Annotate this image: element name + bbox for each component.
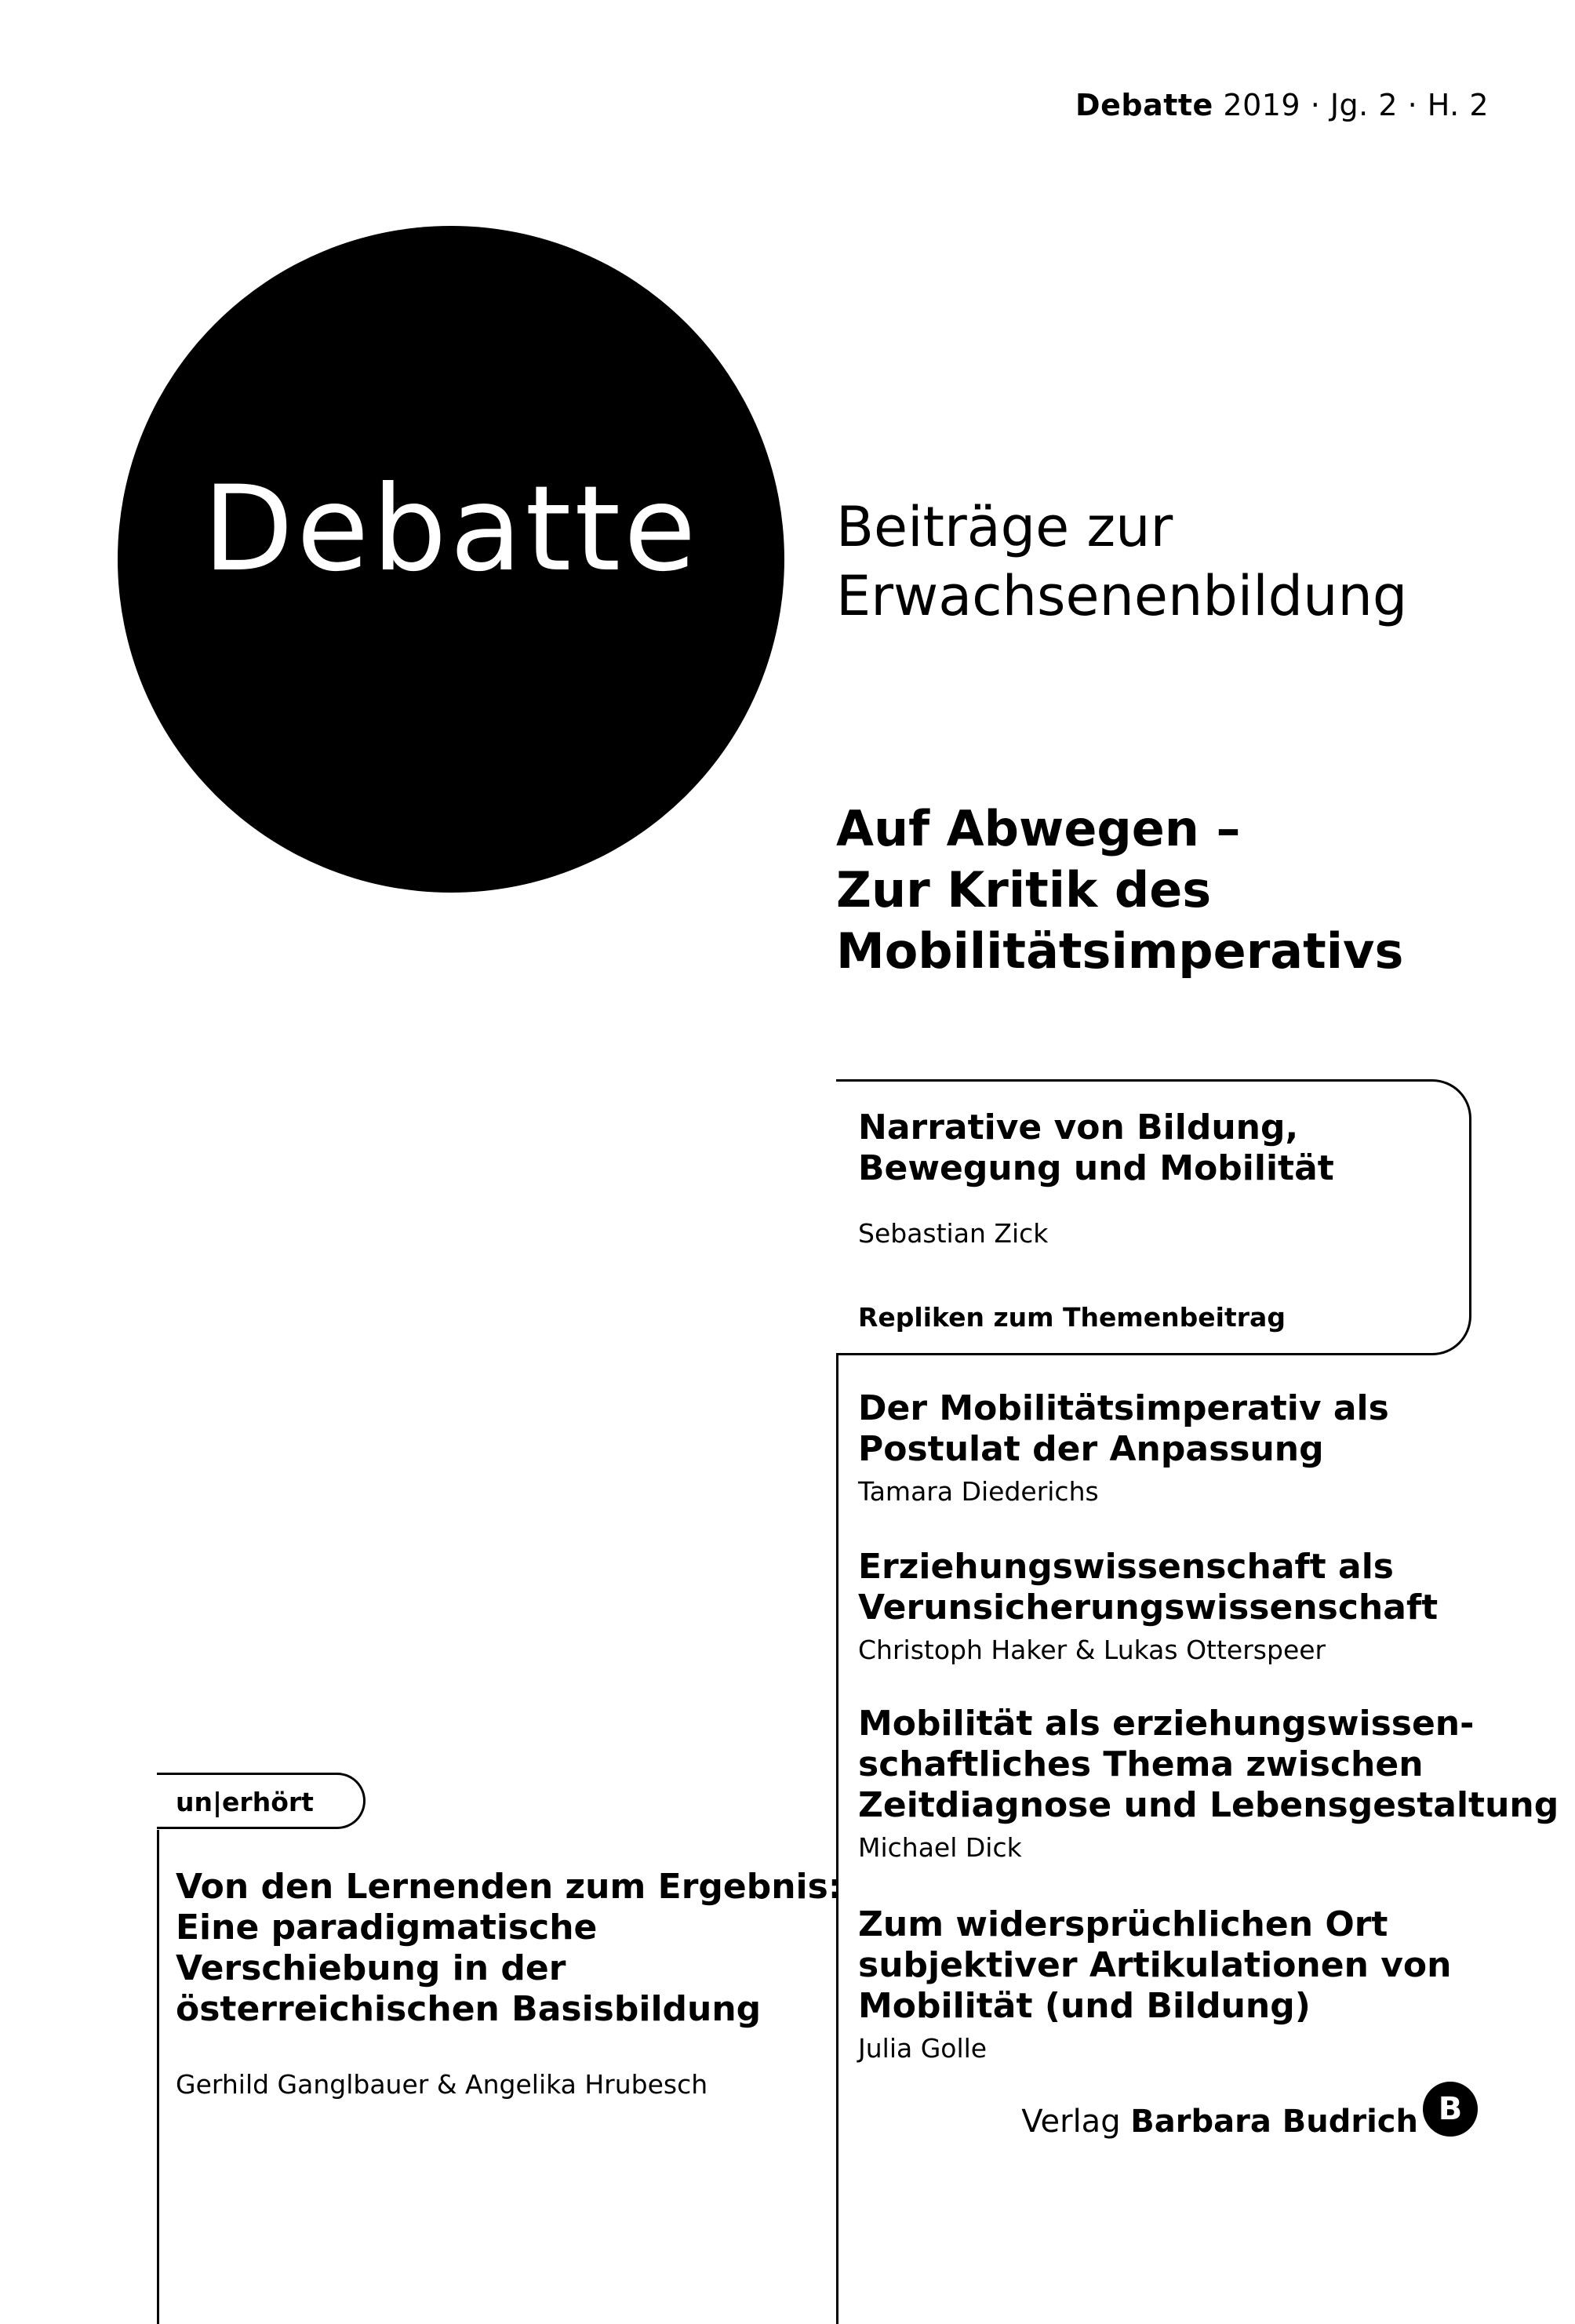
- unerhoert-title-line: Eine paradigmatische: [176, 1908, 598, 1948]
- publisher-logo-icon: B: [1423, 2082, 1478, 2137]
- issue-theme: [836, 798, 1403, 982]
- unerhoert-rule: [157, 1830, 159, 2324]
- theme-line: Mobilitätsimperativs: [836, 922, 1404, 980]
- theme-line: Auf Abwegen –: [836, 800, 1241, 857]
- unerhoert-author: Gerhild Ganglbauer & Angelika Hrubesch: [176, 2069, 708, 2100]
- unerhoert-title-line: österreichischen Basisbildung: [176, 1989, 762, 2029]
- logo-text: Debatte: [202, 461, 700, 598]
- reply-title-line: Der Mobilitätsimperativ als: [858, 1388, 1389, 1428]
- reply-author: Christoph Haker & Lukas Otterspeer: [858, 1635, 1326, 1665]
- publisher-prefix: Verlag: [1021, 2104, 1121, 2140]
- theme-line: Zur Kritik des: [836, 861, 1212, 918]
- replies-rule: [836, 1355, 838, 2324]
- reply-title-line: Verunsicherungswissenschaft: [858, 1588, 1439, 1628]
- reply-title-line: Postulat der Anpassung: [858, 1429, 1324, 1469]
- reply-title-line: schaftliches Thema zwischen: [858, 1744, 1424, 1784]
- reply-title: [858, 1704, 1559, 1826]
- reply-title-line: Erziehungswissenschaft als: [858, 1547, 1394, 1587]
- reply-title-line: Zum widersprüchlichen Ort: [858, 1904, 1388, 1944]
- reply-title-line: subjektiver Artikulationen von: [858, 1945, 1452, 1985]
- reply-item: [858, 1904, 1451, 2066]
- publisher-bold-name: Barbara Budrich: [1130, 2104, 1418, 2140]
- subtitle-line: Erwachsenenbildung: [836, 564, 1408, 628]
- issue-info: 2019 · Jg. 2 · H. 2: [1223, 88, 1489, 122]
- subtitle-line: Beiträge zur: [836, 495, 1173, 559]
- replies-label: Repliken zum Themenbeitrag: [858, 1302, 1286, 1333]
- unerhoert-title-line: Verschiebung in der: [176, 1948, 566, 1988]
- publisher-name: [1021, 2104, 1418, 2140]
- reply-author: Julia Golle: [858, 2033, 988, 2064]
- essay-title-line: Narrative von Bildung,: [858, 1107, 1299, 1147]
- reply-author: Michael Dick: [858, 1832, 1022, 1863]
- unerhoert-title: [176, 1867, 842, 2030]
- issue-line: [1075, 88, 1489, 122]
- essay-title-line: Bewegung und Mobilität: [858, 1148, 1334, 1188]
- reply-title-line: Mobilität als erziehungswissen-: [858, 1704, 1475, 1744]
- reply-title: [858, 1547, 1438, 1628]
- reply-item: [858, 1547, 1438, 1668]
- reply-item: [858, 1388, 1389, 1509]
- essay-author: Sebastian Zick: [858, 1218, 1049, 1249]
- unerhoert-title-line: Von den Lernenden zum Ergebnis:: [176, 1867, 842, 1907]
- reply-author: Tamara Diederichs: [858, 1476, 1099, 1507]
- reply-title: [858, 1388, 1389, 1470]
- unerhoert-label: un|erhört: [176, 1787, 314, 1817]
- reply-item: [858, 1704, 1559, 1865]
- journal-name: Debatte: [1075, 88, 1213, 122]
- essay-title: [858, 1107, 1334, 1189]
- reply-title: [858, 1904, 1451, 2027]
- reply-title-line: Zeitdiagnose und Lebensgestaltung: [858, 1785, 1559, 1825]
- reply-title-line: Mobilität (und Bildung): [858, 1986, 1311, 2026]
- journal-subtitle: [836, 493, 1407, 631]
